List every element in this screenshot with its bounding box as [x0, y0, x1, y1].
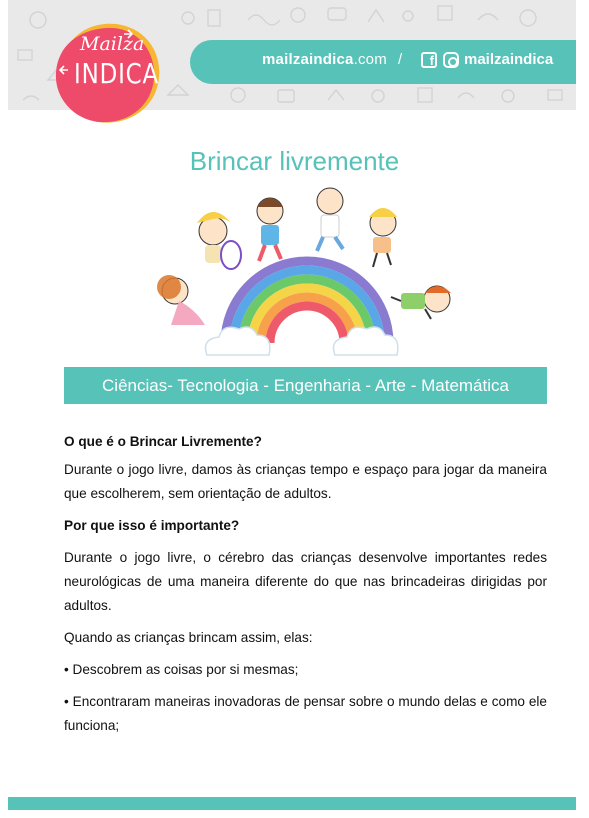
- list-item: • Encontraram maneiras inovadoras de pensar sobre o mundo delas e como ele funciona;: [64, 694, 547, 733]
- question-heading: O que é o Brincar Livremente?: [64, 434, 262, 449]
- page-title: Brincar livremente: [189, 146, 400, 176]
- website-link[interactable]: mailzaindica.com: [262, 51, 387, 68]
- rainbow-children-illustration: [145, 183, 470, 363]
- separator: /: [398, 51, 403, 68]
- paragraph: Durante o jogo livre, damos às crianças tempo e espaço para jogar da maneira que escolherem, sem orientação de adultos.: [64, 462, 547, 501]
- list-item: • Descobrem as coisas por si mesmas;: [64, 662, 299, 677]
- footer-bar: [8, 797, 576, 810]
- social-handle[interactable]: mailzaindica: [464, 51, 554, 68]
- logo-text-top: Mailza: [80, 33, 145, 55]
- facebook-icon[interactable]: f: [421, 52, 437, 68]
- paragraph: Durante o jogo livre, o cérebro das crianças desenvolve importantes redes neurológicas de uma maneira diferente do que nas brincadeiras dirigidas por adultos.: [64, 550, 547, 613]
- question-heading: Por que isso é importante?: [64, 518, 240, 533]
- subjects-banner: Ciências- Tecnologia - Engenharia - Arte - Matemática: [64, 367, 547, 404]
- paragraph: Quando as crianças brincam assim, elas:: [64, 630, 313, 645]
- logo-text-main: INDICA: [74, 57, 160, 90]
- instagram-icon[interactable]: [443, 52, 459, 68]
